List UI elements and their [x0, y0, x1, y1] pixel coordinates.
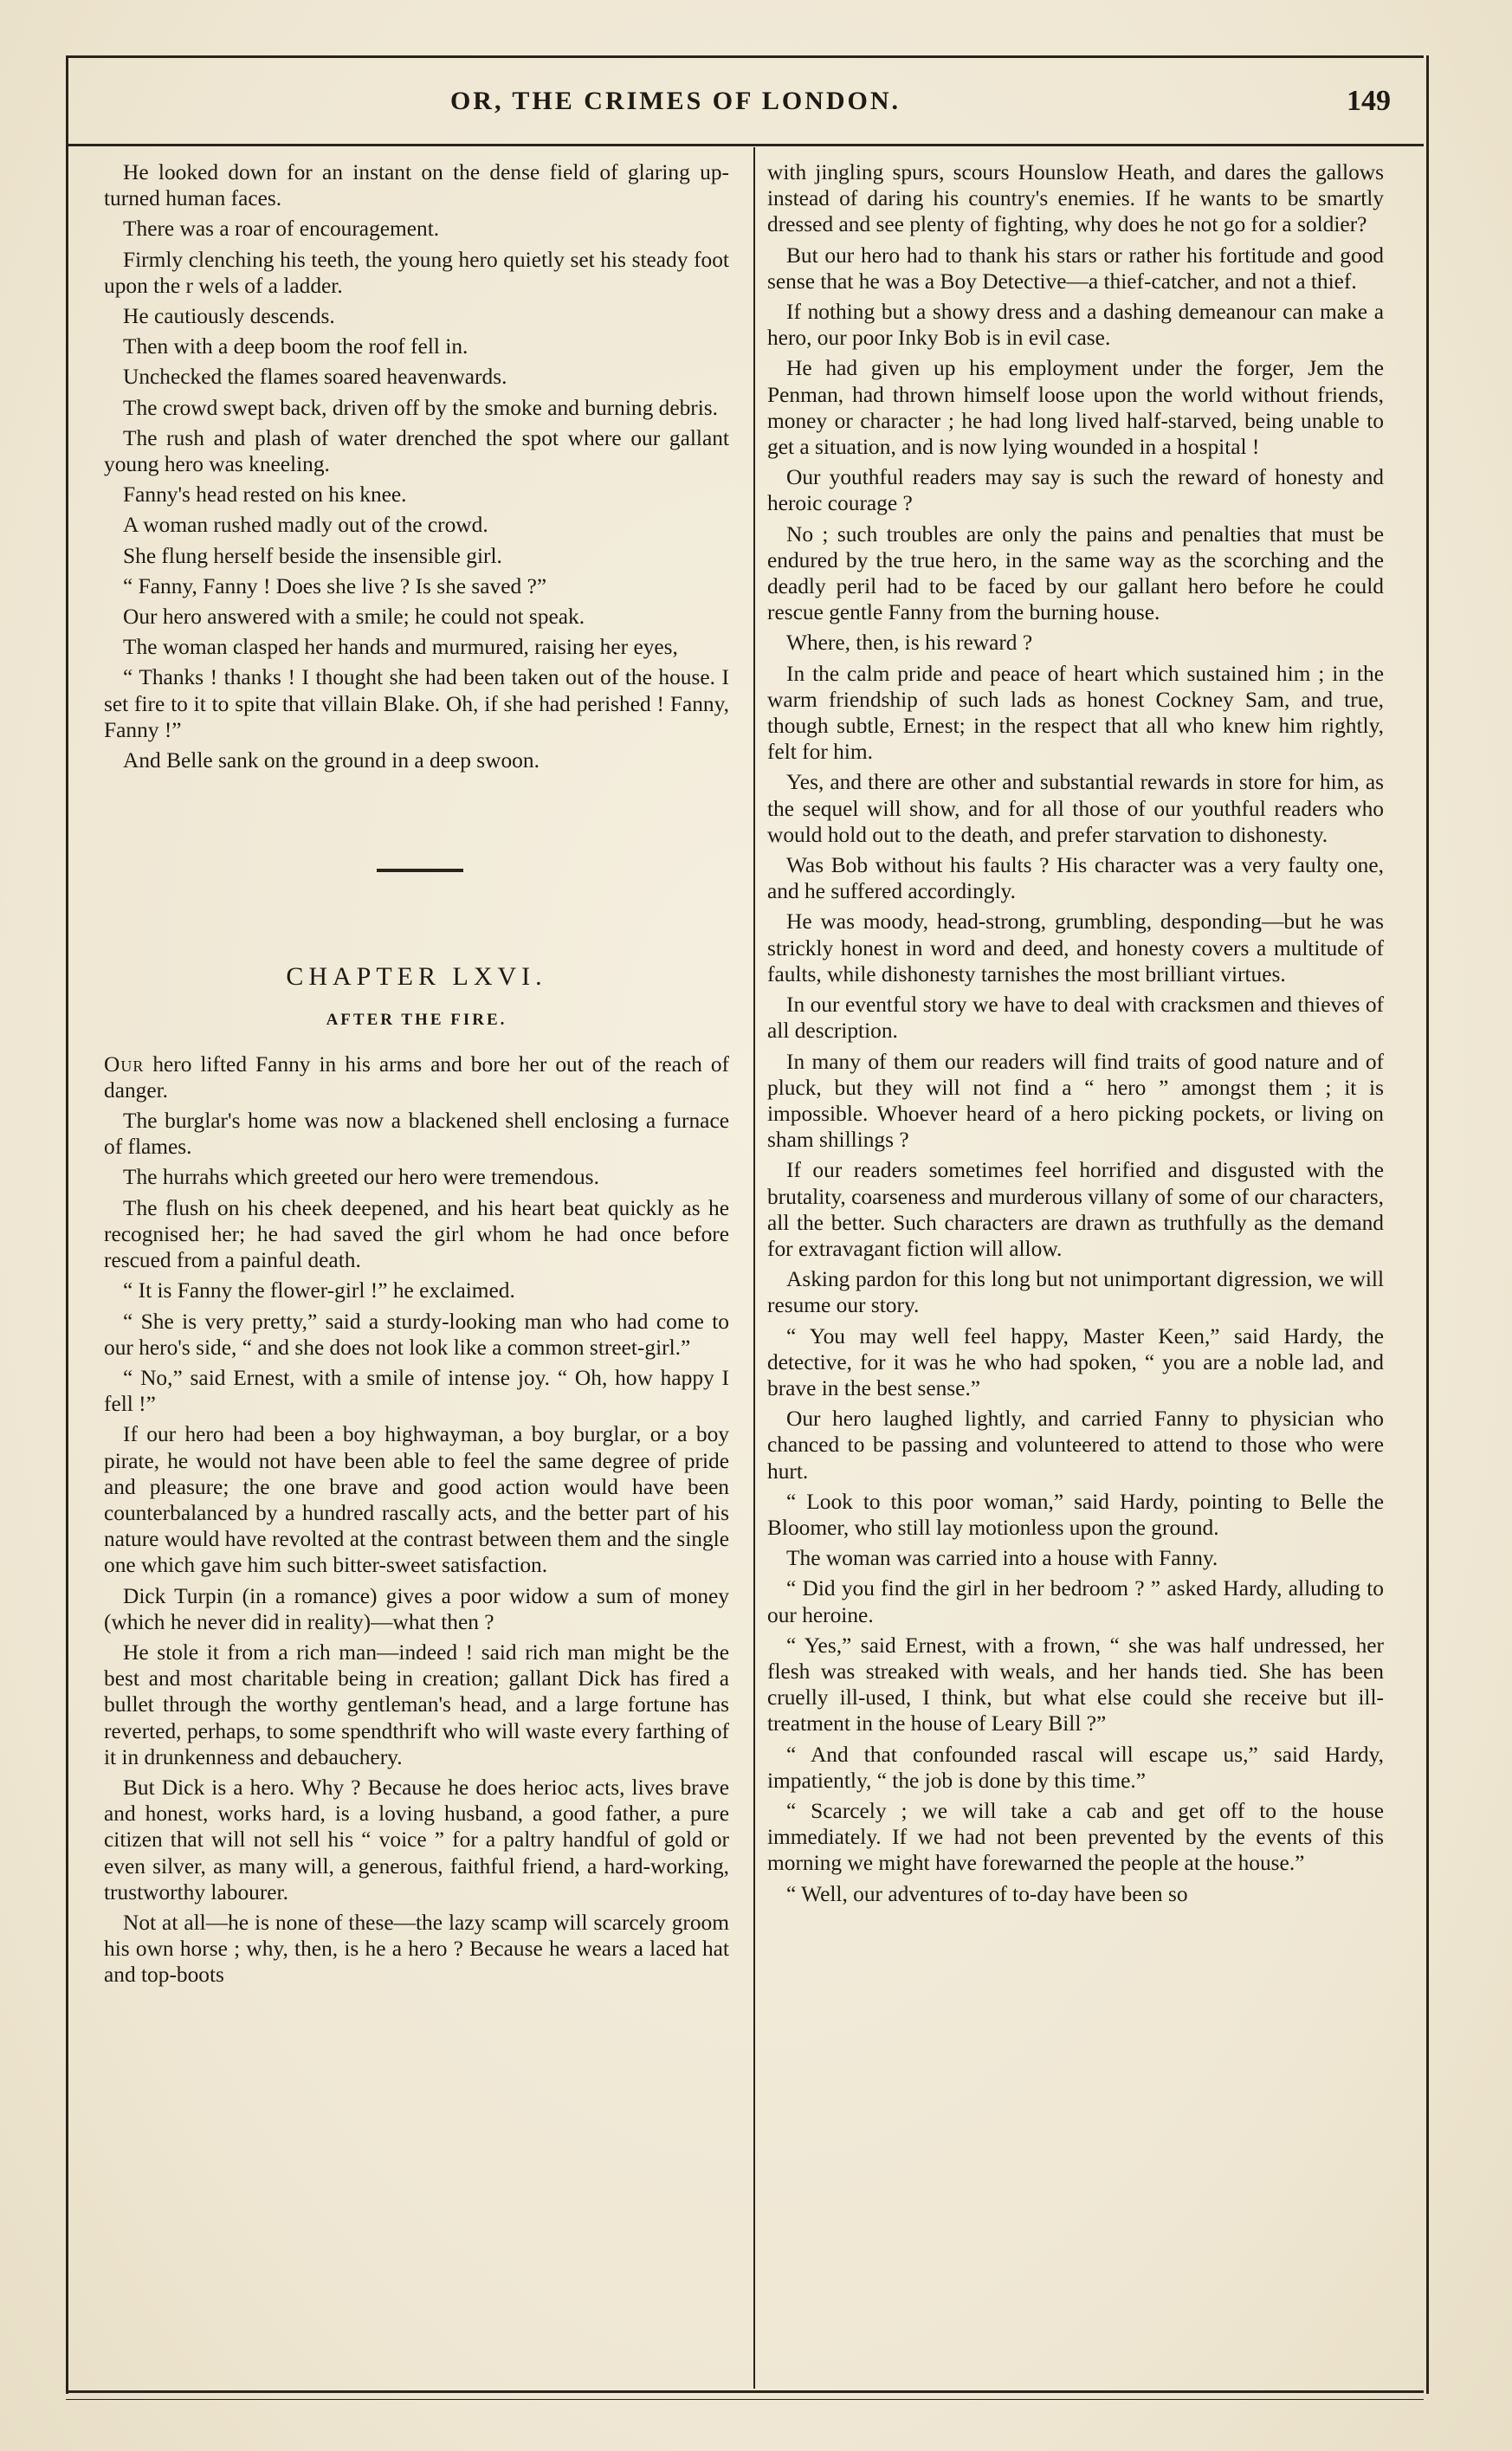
- paragraph: “ She is very pretty,” said a sturdy-looking man who had come to our hero's side, “ and she does not look like a common street-girl.”: [104, 1309, 729, 1360]
- paragraph: The flush on his cheek deepened, and his heart beat quickly as he recognised her; he had saved the girl whom he had once before rescued from a painful death.: [104, 1195, 729, 1273]
- paragraph: Fanny's head rested on his knee.: [123, 482, 407, 508]
- paragraph: The rush and plash of water drenched the spot where our gallant young hero was kneeling.: [104, 425, 729, 477]
- paragraph: “ You may well feel happy, Master Keen,” said Hardy, the detective, for it was he who had spoken, “ you are a noble lad, and brave in the best sense.”: [767, 1323, 1384, 1400]
- paragraph: “ Fanny, Fanny ! Does she live ? Is she saved ?”: [123, 573, 547, 598]
- chapter-subtitle: AFTER THE FIRE.: [326, 1011, 507, 1030]
- paragraph: A woman rushed madly out of the crowd.: [123, 513, 488, 538]
- paragraph: He was moody, head-strong, grumbling, desponding—but he was strickly honest in word and deed, and honesty covers a multitude of faults, while dishonesty tarnishes the most brilliant virtues.: [767, 909, 1384, 986]
- paragraph: Our hero laughed lightly, and carried Fanny to physician who chanced to be passing and volunteered to attend to those who were hurt.: [767, 1407, 1384, 1484]
- paragraph: If our hero had been a boy highwayman, a boy burglar, or a boy pirate, he would not have been able to feel the same degree of pride and pleasure; the one brave and good action would have been counterbalanced by a hundred rascally acts, and the better part of his nature would have revolted at the contrast between them and the single one which gave him such bitter-sweet satisfaction.: [104, 1422, 729, 1578]
- paragraph: He looked down for an instant on the dense field of glaring up-turned human faces.: [104, 160, 729, 211]
- paragraph: “ No,” said Ernest, with a smile of intense joy. “ Oh, how happy I fell !”: [104, 1365, 729, 1417]
- paragraph: “ Look to this poor woman,” said Hardy, pointing to Belle the Bloomer, who still lay motionless upon the ground.: [767, 1489, 1384, 1540]
- bottom-border-rule: [66, 2390, 1424, 2393]
- right-column-text: [767, 243, 1384, 1907]
- paragraph: The woman was carried into a house with Fanny.: [786, 1546, 1218, 1571]
- paragraph: “ Yes,” said Ernest, with a frown, “ she was half undressed, her flesh was streaked with weals, and her hands tied. She has been cruelly ill-used, I think, but what else could she receive but ill-treatment in the house of Leary Bill ?”: [767, 1633, 1384, 1736]
- paragraph: But our hero had to thank his stars or rather his fortitude and good sense that he was a Boy Detective—a thief-catcher, and not a thief.: [767, 243, 1384, 294]
- bottom-thin-rule: [66, 2399, 1424, 2400]
- paragraph: Asking pardon for this long but not unimportant digression, we will resume our story.: [767, 1267, 1384, 1318]
- paragraph: “ Did you find the girl in her bedroom ? ” asked Hardy, alluding to our heroine.: [767, 1576, 1384, 1627]
- paragraph: Where, then, is his reward ?: [786, 631, 1033, 656]
- left-column: [104, 159, 729, 1993]
- paragraph: He had given up his employment under the forger, Jem the Penman, had thrown himself loose upon the world without friends, money or character ; he had long lived half-starved, being unable to get a situation, and is now lying wounded in a hospital !: [767, 356, 1384, 460]
- page-number: 149: [1347, 85, 1391, 117]
- paragraph: Firmly clenching his teeth, the young hero quietly set his steady foot upon the r wels of a ladder.: [104, 247, 729, 298]
- paragraph: Unchecked the flames soared heavenwards.: [123, 365, 507, 390]
- continued-paragraph: with jingling spurs, scours Hounslow Heath, and dares the gallows instead of daring his country's enemies. If he wants to be smartly dressed and see plenty of fighting, why does he not go for a soldier?: [767, 160, 1384, 237]
- left-pre-chapter-text: [104, 159, 729, 773]
- paragraph: “ Well, our adventures of to-day have been so: [786, 1881, 1188, 1906]
- paragraph: She flung herself beside the insensible girl.: [123, 543, 502, 568]
- paragraph: “ Scarcely ; we will take a cab and get off to the house immediately. If we had not been prevented by the events of this morning we might have forewarned the people at the house.”: [767, 1798, 1384, 1876]
- paragraph: The crowd swept back, driven off by the smoke and burning debris.: [123, 395, 719, 420]
- paragraph: And Belle sank on the ground in a deep swoon.: [123, 748, 540, 773]
- chapter-opening-paragraph: [104, 1051, 729, 1103]
- paragraph: But Dick is a hero. Why ? Because he does herioc acts, lives brave and honest, works hard, is a loving husband, a good father, a pure citizen that will not sell his “ voice ” for a paltry handful of gold or even silver, as many will, a generous, faithful friend, a hard-working, trustworthy labourer.: [104, 1775, 729, 1905]
- paragraph: No ; such troubles are only the pains and penalties that must be endured by the true hero, in the same way as the scorching and the deadly peril had to be faced by our gallant hero before he could rescue gentle Fanny from the burning house.: [767, 521, 1384, 625]
- paragraph: “ It is Fanny the flower-girl !” he exclaimed.: [123, 1278, 515, 1303]
- paragraph: He stole it from a rich man—indeed ! said rich man might be the best and most charitable being in creation; gallant Dick has fired a bullet through the worthy gentleman's head, and a large fortune has reverted, perhaps, to some spendthrift who will waste every farthing of it in drunkenness and debauchery.: [104, 1639, 729, 1769]
- paragraph: Then with a deep boom the roof fell in.: [123, 334, 468, 359]
- paragraph: Not at all—he is none of these—the lazy scamp will scarcely groom his own horse ; why, then, is he a hero ? Because he wears a laced hat and top-boots: [104, 1910, 729, 1988]
- paragraph: The woman clasped her hands and murmured, raising her eyes,: [123, 635, 678, 660]
- paragraph: If nothing but a showy dress and a dashing demeanour can make a hero, our poor Inky Bob is in evil case.: [767, 300, 1384, 351]
- paragraph: Our youthful readers may say is such the reward of honesty and heroic courage ?: [767, 465, 1384, 516]
- chapter-title: CHAPTER LXVI.: [286, 962, 547, 992]
- section-rule: [377, 869, 463, 872]
- paragraph: Our hero answered with a smile; he could not speak.: [123, 605, 585, 630]
- opening-text: hero lifted Fanny in his arms and bore her out of the reach of danger.: [104, 1051, 729, 1103]
- running-title: OR, THE CRIMES OF LONDON.: [449, 87, 901, 115]
- paragraph: If our readers sometimes feel horrified and disgusted with the brutality, coarseness and murderous villany of some of our characters, all the better. Such characters are drawn as truthfully as the demand for extravagant fiction will allow.: [767, 1158, 1384, 1261]
- paragraph: Was Bob without his faults ? His character was a very faulty one, and he suffered accordingly.: [767, 853, 1384, 904]
- paragraph: The burglar's home was now a blackened shell enclosing a furnace of flames.: [104, 1109, 729, 1160]
- paragraph: He cautiously descends.: [123, 304, 335, 329]
- paragraph: There was a roar of encouragement.: [123, 217, 440, 242]
- left-post-chapter-text: [104, 1108, 729, 1989]
- opening-word: Our: [104, 1051, 145, 1077]
- paragraph: In our eventful story we have to deal with cracksmen and thieves of all description.: [767, 993, 1384, 1044]
- paragraph: Dick Turpin (in a romance) gives a poor widow a sum of money (which he never did in reality)—what then ?: [104, 1583, 729, 1634]
- paragraph: “ And that confounded rascal will escape us,” said Hardy, impatiently, “ the job is done by this time.”: [767, 1742, 1384, 1793]
- header-rule: [66, 144, 1424, 146]
- paragraph: Yes, and there are other and substantial rewards in store for him, as the sequel will show, and for all those of our youthful readers who would hold out to the death, and prefer starvation to dishonesty.: [767, 770, 1384, 847]
- paragraph: The hurrahs which greeted our hero were tremendous.: [123, 1165, 599, 1190]
- right-column: [767, 159, 1384, 1911]
- paragraph: “ Thanks ! thanks ! I thought she had been taken out of the house. I set fire to it to spite that villain Blake. Oh, if she had perished ! Fanny, Fanny !”: [104, 665, 729, 742]
- column-divider: [753, 147, 755, 2389]
- paragraph: In the calm pride and peace of heart which sustained him ; in the warm friendship of such lads as honest Cockney Sam, and true, though subtle, Ernest; in the respect that all who knew him rightly, felt for him.: [767, 661, 1384, 765]
- paragraph: In many of them our readers will find traits of good nature and of pluck, but they will not find a “ hero ” amongst them ; it is impossible. Whoever heard of a hero picking pockets, or living on sham shillings ?: [767, 1049, 1384, 1153]
